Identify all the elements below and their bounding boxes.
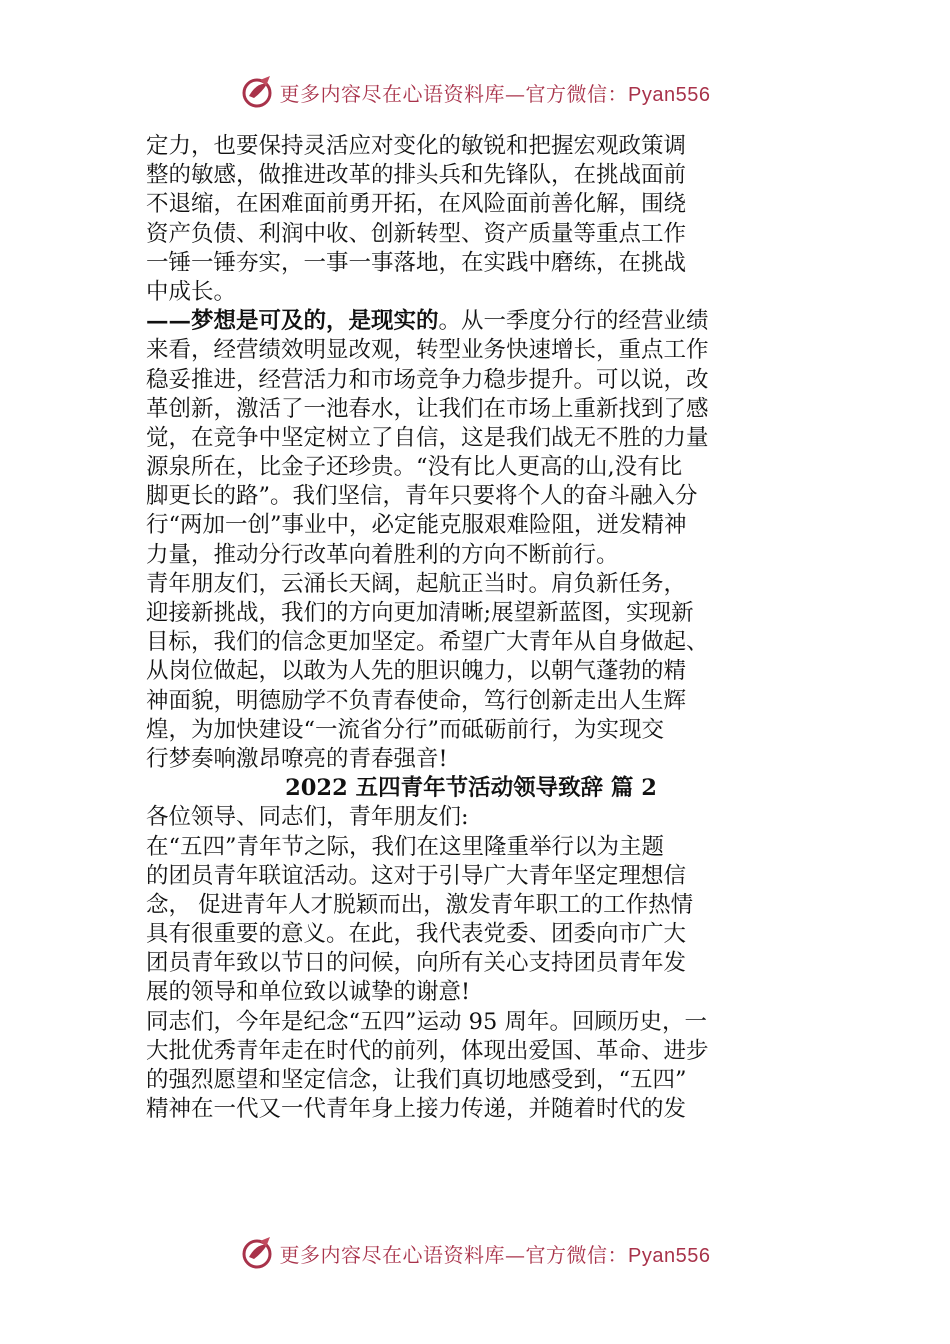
dream-heading: ——梦想是可及的，是现实的 bbox=[146, 308, 439, 335]
text-line: 革创新，激活了一池春水，让我们在市场上重新找到了感 bbox=[146, 395, 709, 422]
text-line: 整的敏感，做推进改革的排头兵和先锋队，在挑战面前 bbox=[146, 162, 687, 189]
text-line: 行“两加一创”事业中，必定能克服艰难险阻，迸发精神 bbox=[146, 512, 687, 539]
text-line: 在“五四”青年节之际，我们在这里隆重举行以为主题 bbox=[146, 833, 665, 860]
text-line: 行梦奏响激昂嘹亮的青春强音! bbox=[146, 745, 448, 772]
text-line: 一锤一锤夯实，一事一事落地，在实践中磨练，在挑战 bbox=[146, 249, 687, 276]
text-line: 各位领导、同志们，青年朋友们: bbox=[146, 804, 469, 831]
logo-icon bbox=[240, 74, 276, 110]
footer-banner bbox=[0, 1233, 950, 1273]
text-line: 神面貌，明德励学不负青春使命，笃行创新走出人生辉 bbox=[146, 687, 687, 714]
text-line: 力量，推动分行改革向着胜利的方向不断前行。 bbox=[146, 541, 619, 568]
text-line: 脚更长的路”。我们坚信，青年只要将个人的奋斗融入分 bbox=[146, 483, 698, 510]
logo-icon bbox=[240, 1235, 276, 1271]
text-line: ——梦想是可及的，是现实的。从一季度分行的经营业绩 bbox=[146, 308, 709, 335]
text-line: 中成长。 bbox=[146, 278, 237, 305]
text-line: 同志们，今年是纪念“五四”运动 95 周年。回顾历史，一 bbox=[146, 1008, 707, 1035]
text-line: 具有很重要的意义。在此，我代表党委、团委向市广大 bbox=[146, 921, 687, 948]
text-line: 资产负债、利润中收、创新转型、资产质量等重点工作 bbox=[146, 220, 687, 247]
document-body bbox=[146, 132, 796, 1124]
text-line: 从岗位做起，以敢为人先的胆识魄力，以朝气蓬勃的精 bbox=[146, 658, 687, 685]
text-line: 念， 促进青年人才脱颖而出，激发青年职工的工作热情 bbox=[146, 891, 694, 918]
text-line: 来看，经营绩效明显改观，转型业务快速增长，重点工作 bbox=[146, 337, 709, 364]
text-line: 目标，我们的信念更加坚定。希望广大青年从自身做起、 bbox=[146, 629, 709, 656]
text-line: 青年朋友们，云涌长天阔，起航正当时。肩负新任务， bbox=[146, 570, 687, 597]
section-title: 2022 五四青年节活动领导致辞 篇 2 bbox=[285, 775, 657, 802]
text-line: 展的领导和单位致以诚挚的谢意! bbox=[146, 979, 471, 1006]
text-line: 大批优秀青年走在时代的前列，体现出爱国、革命、进步 bbox=[146, 1037, 709, 1064]
text-line: 迎接新挑战，我们的方向更加清晰;展望新蓝图，实现新 bbox=[146, 600, 694, 626]
text-line: 定力，也要保持灵活应对变化的敏锐和把握宏观政策调 bbox=[146, 133, 687, 159]
text-line: 的团员青年联谊活动。这对于引导广大青年坚定理想信 bbox=[146, 862, 687, 889]
text-line: 的强烈愿望和坚定信念，让我们真切地感受到，“五四” bbox=[146, 1067, 687, 1093]
header-banner-text: 更多内容尽在心语资料库—官方微信：Pyan556 bbox=[279, 81, 711, 106]
footer-wechat-id: Pyan556 bbox=[628, 1244, 711, 1267]
text-line: 不退缩，在困难面前勇开拓，在风险面前善化解，围绕 bbox=[146, 191, 687, 218]
footer-banner-text: 更多内容尽在心语资料库—官方微信：Pyan556 bbox=[279, 1242, 711, 1267]
text-line: 煌，为加快建设“一流省分行”而砥砺前行，为实现交 bbox=[146, 716, 665, 743]
text-line: 稳妥推进，经营活力和市场竞争力稳步提升。可以说，改 bbox=[146, 366, 709, 393]
text-line: 觉，在竞争中坚定树立了自信，这是我们战无不胜的力量 bbox=[146, 424, 709, 451]
text-line: 团员青年致以节日的问候，向所有关心支持团员青年发 bbox=[146, 950, 687, 977]
header-banner bbox=[0, 72, 950, 112]
text-line: 源泉所在，比金子还珍贵。“没有比人更高的山,没有比 bbox=[146, 454, 683, 481]
header-wechat-id: Pyan556 bbox=[628, 83, 711, 106]
text-line: 精神在一代又一代青年身上接力传递，并随着时代的发 bbox=[146, 1096, 687, 1123]
